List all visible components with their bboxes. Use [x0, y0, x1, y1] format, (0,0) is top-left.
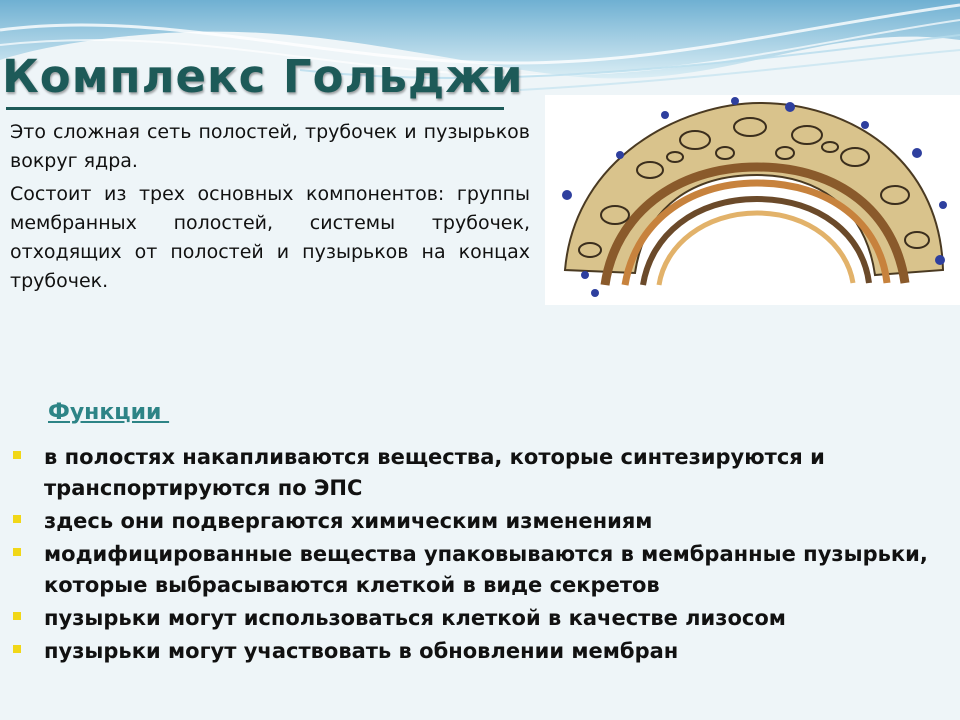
bullet-square-icon: [13, 612, 21, 620]
slide-title: Комплекс Гольджи: [2, 50, 524, 103]
function-text: модифицированные вещества упаковываются в мембранные пузырьки, которые выбрасываются клеткой в виде секретов: [44, 542, 928, 597]
list-item: [10, 603, 945, 634]
bullet-square-icon: [13, 548, 21, 556]
intro-paragraph: Состоит из трех основных компонентов: группы мембранных полостей, системы трубочек, отходящих от полостей и пузырьков на концах трубочек.: [10, 183, 530, 292]
list-item: [10, 636, 945, 667]
bullet-square-icon: [13, 515, 21, 523]
bullet-square-icon: [13, 451, 21, 459]
intro-paragraph: Это сложная сеть полостей, трубочек и пузырьков вокруг ядра.: [10, 121, 530, 172]
function-text: здесь они подвергаются химическим изменениям: [44, 509, 653, 533]
bullet-square-icon: [13, 645, 21, 653]
function-text: пузырьки могут участвовать в обновлении мембран: [44, 639, 679, 663]
functions-list: [10, 442, 945, 669]
function-text: пузырьки могут использоваться клеткой в качестве лизосом: [44, 606, 786, 630]
function-text: в полостях накапливаются вещества, которые синтезируются и транспортируются по ЭПС: [44, 445, 825, 500]
intro-text: [10, 118, 530, 300]
list-item: [10, 539, 945, 601]
list-item: [10, 442, 945, 504]
golgi-apparatus-illustration: [545, 95, 960, 305]
functions-heading: Функции: [48, 400, 170, 425]
list-item: [10, 506, 945, 537]
title-underline: [6, 107, 504, 110]
